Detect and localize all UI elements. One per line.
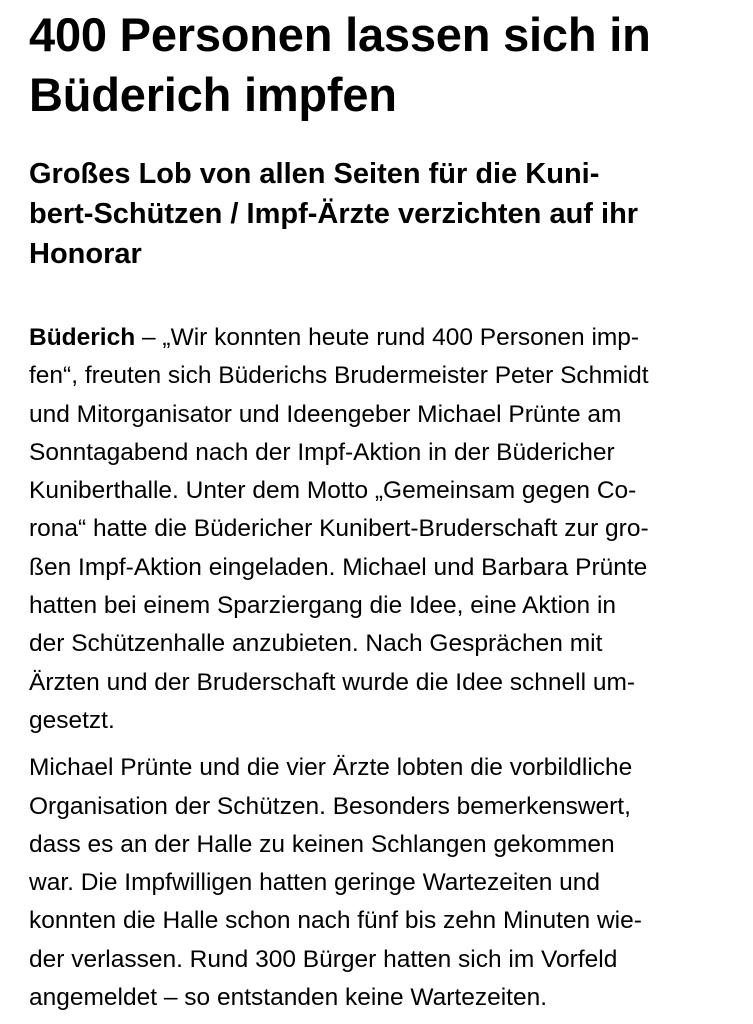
body-line: war. Die Impfwilligen hatten geringe Wartezeiten und (29, 869, 601, 897)
article-headline (29, 0, 729, 125)
body-line: Sonntagabend nach der Impf-Aktion in der Büdericher (29, 438, 615, 466)
body-line: konnten die Halle schon nach fünf bis zehn Minuten wie- (29, 907, 642, 935)
dateline: Büderich (29, 324, 136, 351)
body-line: Michael Prünte und die vier Ärzte lobten die vorbildliche (29, 754, 633, 782)
body-line: Ärzten und der Bruderschaft wurde die Idee schnell um- (29, 668, 636, 696)
article-body (29, 274, 729, 1017)
subheadline-line: bert-Schützen / Impf-Ärzte verzichten auf ihr (29, 198, 639, 230)
body-line: Kuniberthalle. Unter dem Motto „Gemeinsam gegen Co- (29, 477, 637, 505)
body-line-text: – „Wir konnten heute rund 400 Personen imp- (135, 324, 640, 351)
subheadline-line: Honorar (29, 238, 142, 270)
body-line: dass es an der Halle zu keinen Schlangen gekommen (29, 830, 615, 858)
body-line: Organisation der Schützen. Besonders bemerkenswert, (29, 792, 631, 820)
body-line: hatten bei einem Sparziergang die Idee, eine Aktion in (29, 592, 617, 620)
body-line: der Schützenhalle anzubieten. Nach Gesprächen mit (29, 630, 603, 658)
body-line (29, 319, 729, 357)
body-line: fen“, freuten sich Büderichs Brudermeister Peter Schmidt (29, 362, 649, 390)
article-paragraph-1 (29, 319, 729, 740)
subheadline-line: Großes Lob von allen Seiten für die Kuni- (29, 158, 600, 190)
headline-line: Büderich impfen (29, 68, 397, 121)
body-line: rona“ hatte die Büdericher Kunibert-Bruderschaft zur gro- (29, 515, 649, 543)
body-line: und Mitorganisator und Ideengeber Michael Prünte am (29, 400, 622, 428)
body-line: gesetzt. (29, 706, 115, 734)
headline-line: 400 Personen lassen sich in (29, 8, 651, 61)
body-line: ßen Impf-Aktion eingeladen. Michael und Barbara Prünte (29, 553, 648, 581)
body-line: der verlassen. Rund 300 Bürger hatten sich im Vorfeld (29, 945, 618, 973)
article-subheadline (29, 125, 729, 274)
article-paragraph-2 (29, 749, 729, 1017)
body-line: angemeldet – so entstanden keine Wartezeiten. (29, 984, 548, 1012)
